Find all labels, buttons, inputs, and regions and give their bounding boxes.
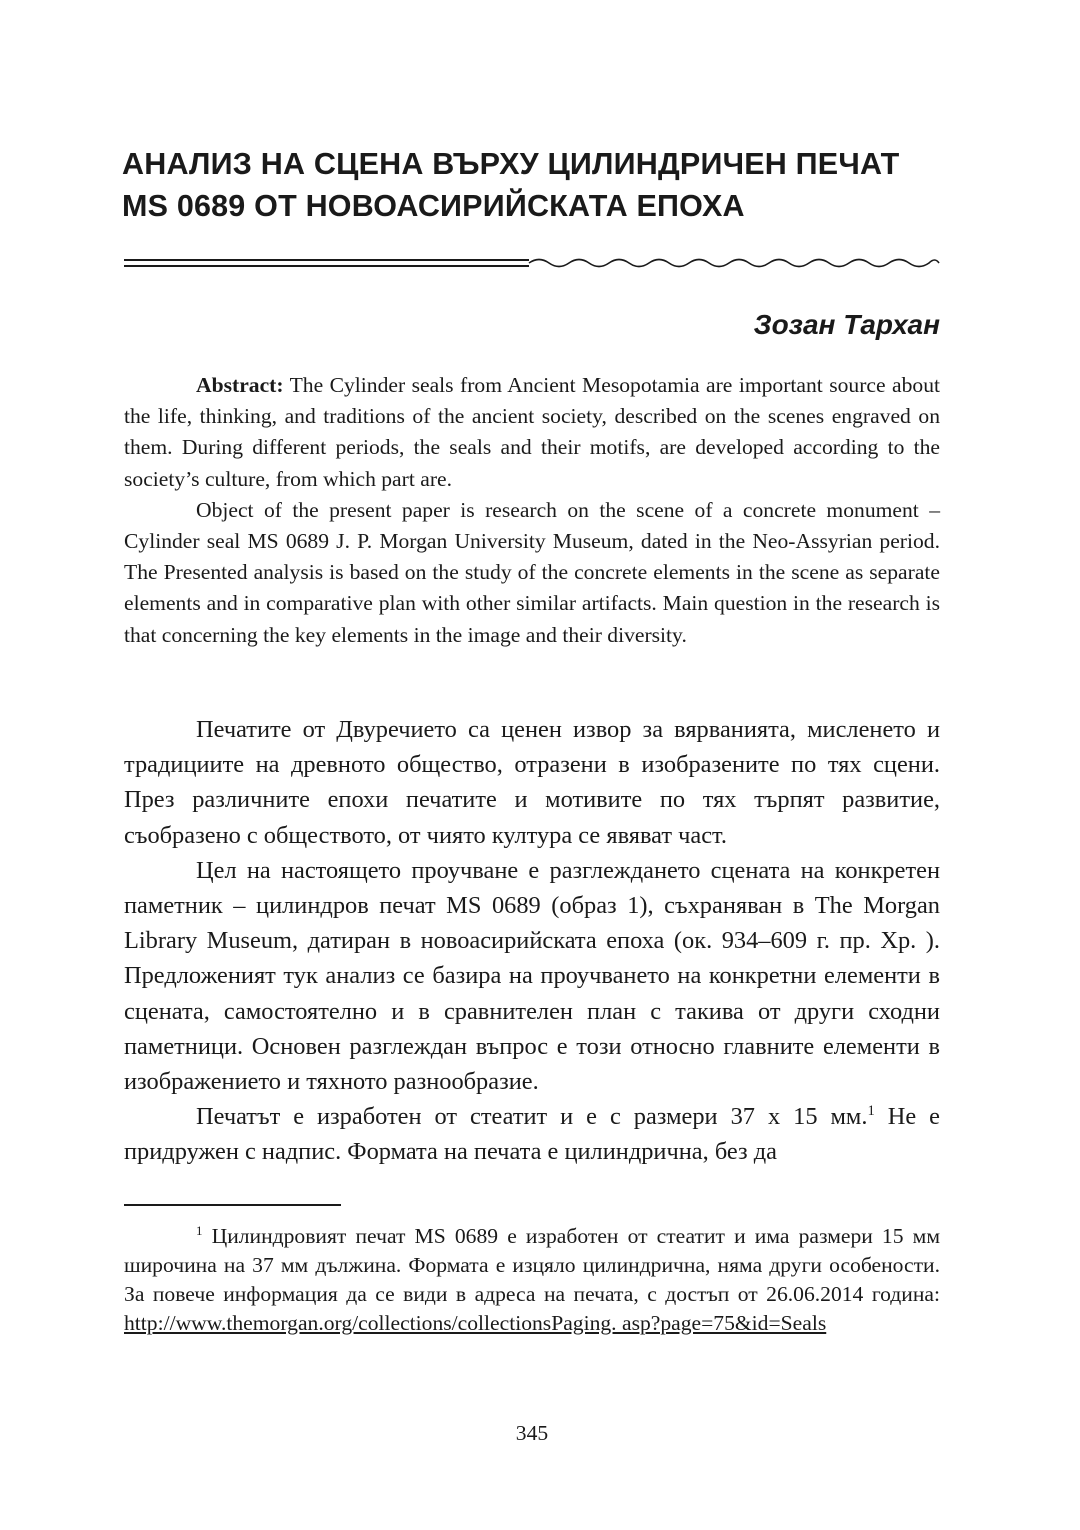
paper-page (124, 0, 940, 1530)
author-name: Зозан Тархан (753, 309, 940, 340)
body-section (124, 712, 940, 1170)
title-line-2: MS 0689 ОТ НОВОАСИРИЙСКАТА ЕПОХА (122, 189, 745, 223)
footnote-reference[interactable]: 1 (867, 1103, 875, 1120)
page-number: 345 (515, 1421, 549, 1445)
body-paragraph-1: Печатите от Двуречието са ценен извор за вярванията, мисленето и традициите на древното общество, отразени в изобразените по тях сцени. През различните епохи печатите и мотивите по тях търпят развитие, съобразено с обществото, от чиято култура се явяват част. (124, 716, 940, 849)
footnote-link[interactable]: http://www.themorgan.org/collections/collectionsPaging. asp?page=75&id=Seals (124, 1311, 827, 1335)
footnote-marker: 1 (196, 1222, 203, 1238)
footnote-separator (124, 1204, 341, 1206)
title-divider-ornament (124, 253, 940, 275)
body-text-3a: Печатът е изработен от стеатит и е с размери 37 х 15 мм. (196, 1103, 868, 1131)
abstract-paragraph-2: Object of the present paper is research on the scene of a concrete monument – Cylinder seal MS 0689 J. P. Morgan University Museum, dated in the Neo-Assyrian period. The Presented analysis is based on the study of the concrete elements in the scene as separate elements and in comparative plan with other similar artifacts. Main question in the research is that concerning the key elements in the image and their diversity. (124, 497, 940, 647)
body-paragraph-3 (124, 1099, 940, 1169)
footnote-text: Цилиндровият печат MS 0689 е изработен от стеатит и има размери 15 мм широчина на 37 мм дължина. Формата е изцяло цилиндрична, няма други особености. За повече информация да се види в адреса на печата, с достъп от 26.06.2014 година: (124, 1224, 940, 1306)
body-text-3b: Не е придружен с надпис. Формата на печата е цилиндрична, без да (124, 1103, 940, 1166)
abstract-text-1: The Cylinder seals from Ancient Mesopotamia are important source about the life, thinking, and traditions of the ancient society, described on the scenes engraved on them. During different periods, the seals and their motifs, are developed according to the society’s culture, from which part are. (124, 373, 940, 491)
footnote-paragraph (124, 1222, 940, 1338)
abstract-label: Abstract: (196, 373, 284, 397)
title-line-1: АНАЛИЗ НА СЦЕНА ВЪРХУ ЦИЛИНДРИЧЕН ПЕЧАТ (122, 147, 900, 181)
abstract-section (124, 370, 940, 651)
article-title (122, 143, 942, 227)
abstract-paragraph-1 (124, 370, 940, 495)
footnote (124, 1222, 940, 1338)
body-paragraph-2: Цел на настоящето проучване е разглеждането сцената на конкретен паметник – цилиндров печат MS 0689 (образ 1), съхраняван в The Morgan Library Museum, датиран в новоасирийската епоха (ок. 934–609 г. пр. Хр. ). Предложеният тук анализ се базира на проучването на конкретни елементи в сцената, самостоятелно и в сравнителен план с такива от други сходни паметници. Основен разглеждан въпрос е този относно главните елементи в изображението и тяхното разнообразие. (124, 856, 940, 1096)
